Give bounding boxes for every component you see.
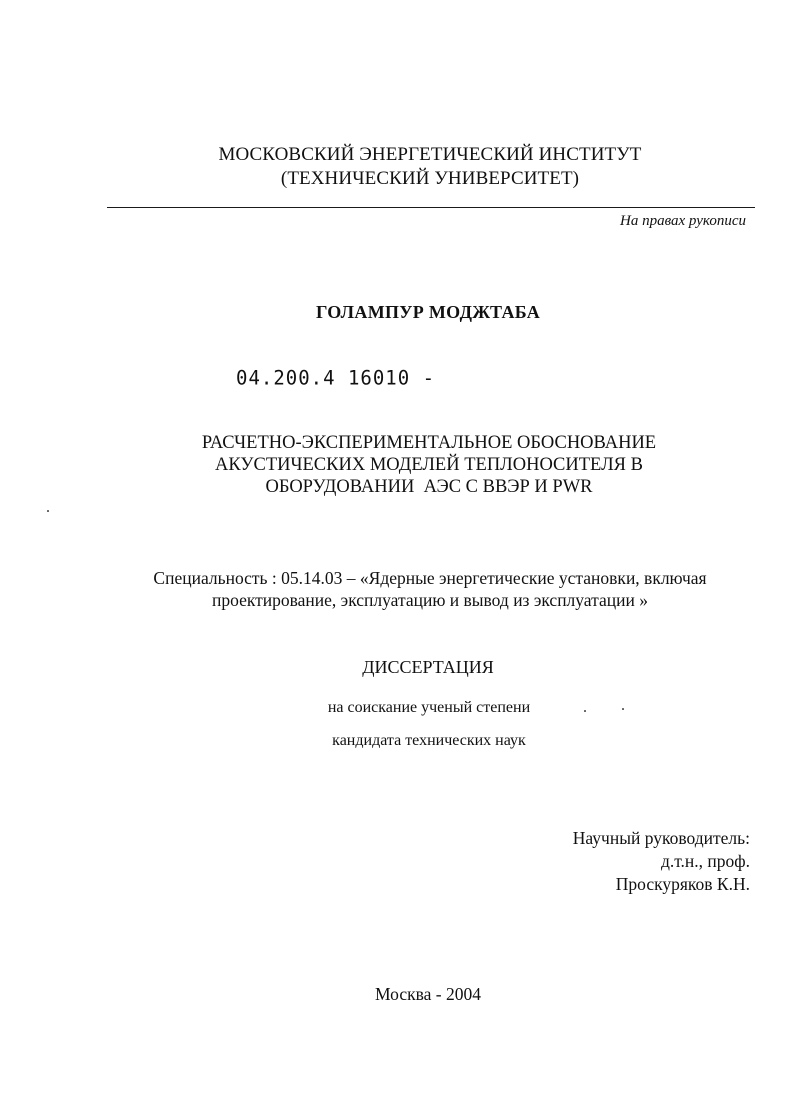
registration-stamp-number: 04.200.4 16010 -	[236, 366, 436, 390]
advisor-degree: д.т.н., проф.	[660, 851, 750, 871]
scan-speck	[47, 510, 49, 512]
title-line-3: ОБОРУДОВАНИИ АЭС С ВВЭР И PWR	[265, 477, 593, 497]
header-divider	[107, 207, 755, 208]
specialty-line-1: Специальность : 05.14.03 – «Ядерные энергетические установки, включая	[153, 568, 707, 588]
scan-speck	[584, 710, 586, 712]
institute-name	[0, 143, 794, 191]
work-type-label: ДИССЕРТАЦИЯ	[362, 657, 494, 677]
title-line-1: РАСЧЕТНО-ЭКСПЕРИМЕНТАЛЬНОЕ ОБОСНОВАНИЕ	[201, 433, 657, 453]
degree-line-1: на соискание ученый степени	[327, 699, 531, 716]
institute-line-2: (ТЕХНИЧЕСКИЙ УНИВЕРСИТЕТ)	[280, 168, 580, 189]
scientific-advisor	[573, 827, 750, 896]
title-line-2: АКУСТИЧЕСКИХ МОДЕЛЕЙ ТЕПЛОНОСИТЕЛЯ В	[215, 455, 643, 475]
advisor-name: Проскуряков К.Н.	[615, 874, 750, 894]
specialty	[0, 567, 794, 611]
city-year: Москва - 2004	[375, 984, 481, 1004]
author-name: ГОЛАМПУР МОДЖТАБА	[315, 302, 541, 322]
advisor-label: Научный руководитель:	[572, 828, 750, 848]
institute-line-1: МОСКОВСКИЙ ЭНЕРГЕТИЧЕСКИЙ ИНСТИТУТ	[218, 144, 642, 165]
degree-line-2: кандидата технических наук	[332, 732, 526, 749]
manuscript-rights-note: На правах рукописи	[620, 213, 746, 229]
specialty-line-2: проектирование, эксплуатацию и вывод из эксплуатации »	[212, 590, 648, 610]
dissertation-title	[0, 432, 794, 498]
degree-statement	[0, 691, 794, 757]
scan-speck	[622, 708, 624, 710]
